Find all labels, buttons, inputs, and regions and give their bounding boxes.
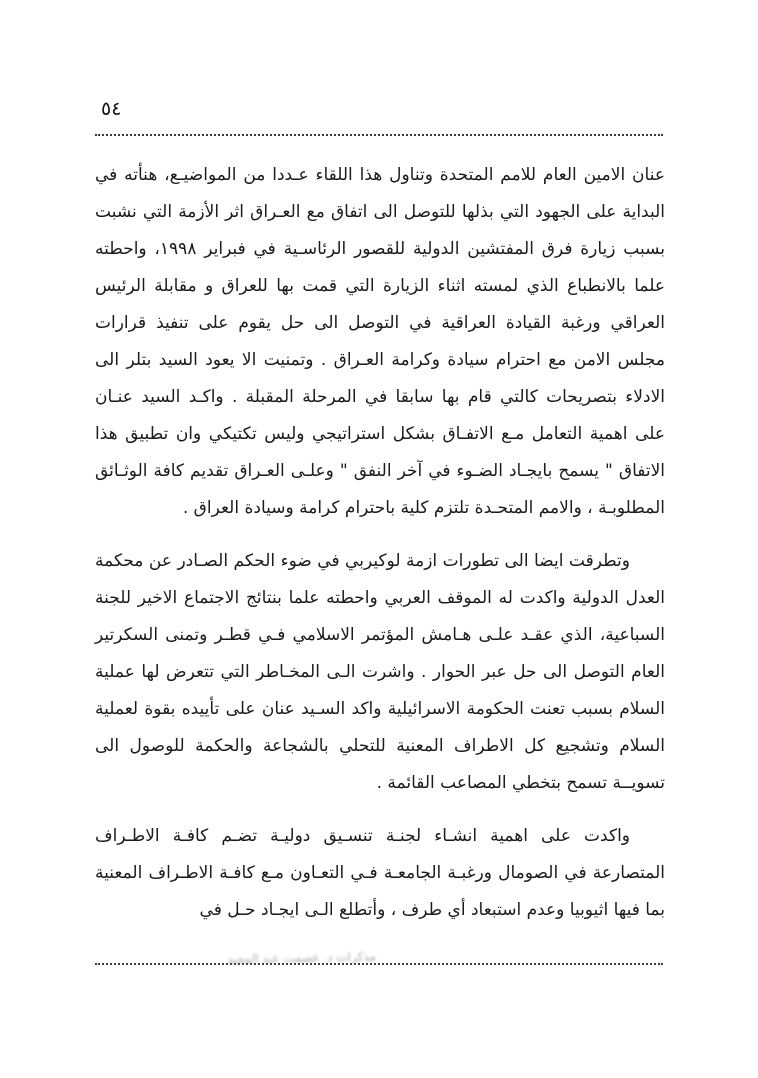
- top-dotted-rule: [95, 134, 663, 136]
- page-number: ٥٤: [101, 98, 122, 120]
- document-body: [95, 157, 665, 945]
- paragraph-2: وتطرقت ايضا الى تطورات ازمة لوكيربي في ضوء الحكم الصـادر عن محكمة العدل الدولية واكدت له الموقف العربي واحطته علما بنتائج الاجتماع الاخير للجنة السباعية، الذي عقـد علـى هـامش المؤتمر الاسلامي فـي قطـر وتمنى السكرتير العام التوصل الى حل عبر الحوار . واشرت الـى المخـاطر التي تتعرض لها عملية السلام بسبب تعنت الحكومة الاسرائيلية واكد السـيد عنان على تأييده بقوة لعملية السلام وتشجيع كل الاطراف المعنية للتحلي بالشجاعة والحكمة للوصول الى تسويــة تسمح بتخطي المصاعب القائمة .: [95, 551, 665, 793]
- paragraph-3: واكدت على اهمية انشـاء لجنـة تنسـيق دوليـة تضـم كافـة الاطـراف المتصارعة في الصومال ورغبـة الجامعـة فـي التعـاون مـع كافـة الاطـراف المعنية بما فيها اثيوبيا وعدم استبعاد أي طرف ، وأتطلع الـى ايجـاد حـل في: [95, 826, 665, 920]
- footer-stamp: مذكرات د. عصمت عبد المجيد: [226, 949, 377, 967]
- bottom-dotted-rule: [95, 949, 663, 967]
- paragraph-1: عنان الامين العام للامم المتحدة وتناول هذا اللقاء عـددا من المواضيـع، هنأته في البداية على الجهود التي بذلها للتوصل الى اتفاق مع العـراق اثر الأزمة التي نشبت بسبب زيارة فرق المفتشين الدولية للقصور الرئاسـية في فبراير ١٩٩٨، واحطته علما بالانطباع الذي لمسته اثناء الزيارة التي قمت بها للعراق و مقابلة الرئيس العراقي ورغبة القيادة العراقية في التوصل الى حل يقوم على تنفيذ قرارات مجلس الامن مع احترام سيادة وكرامة العـراق . وتمنيت الا يعود السيد بتلر الى الادلاء بتصريحات كالتي قام بها سابقا في المرحلة المقبلة . واكـد السيد عنـان على اهمية التعامل مـع الاتفـاق بشكل استراتيجي وليس تكتيكي وان تطبيق هذا الاتفاق " يسمح بايجـاد الضـوء في آخر النفق " وعلـى العـراق تقديم كافة الوثـائق المطلوبـة ، والامم المتحـدة تلتزم كلية باحترام كرامة وسيادة العراق .: [95, 165, 665, 518]
